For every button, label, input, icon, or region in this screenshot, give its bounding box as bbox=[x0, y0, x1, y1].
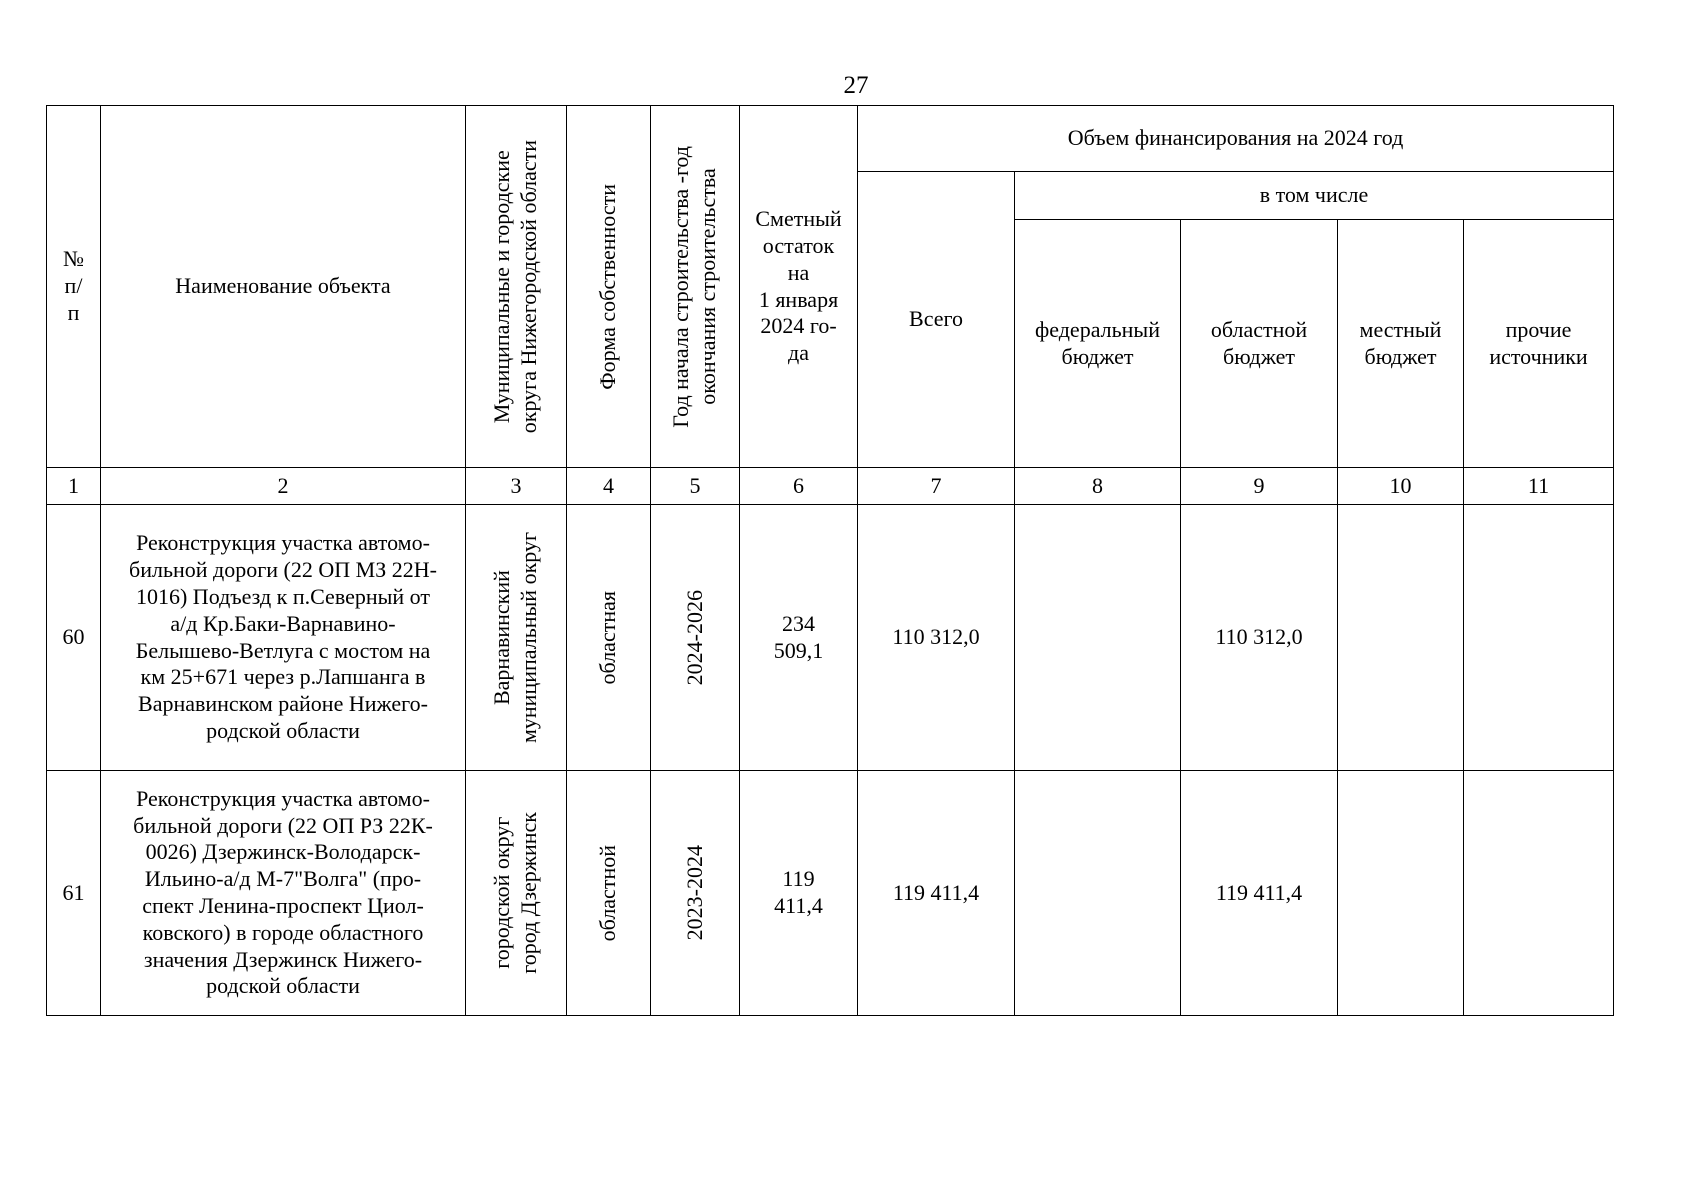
column-numbers-row bbox=[47, 468, 1614, 505]
column-number: 6 bbox=[740, 468, 858, 505]
local-amount bbox=[1338, 771, 1464, 1016]
row-number: 61 bbox=[47, 771, 101, 1016]
other-amount bbox=[1464, 771, 1614, 1016]
object-name: Реконструкция участка автомо- бильной дороги (22 ОП МЗ 22Н- 1016) Подъезд к п.Северный от а/д Кр.Баки-Варнавино- Белышево-Ветлуга с мостом на км 25+671 через р.Лапшанга в Варнавинском районе Нижего- родской области bbox=[101, 505, 466, 771]
header-regional: областной бюджет bbox=[1181, 220, 1338, 468]
table-row bbox=[47, 771, 1614, 1016]
header-number: № п/ п bbox=[47, 106, 101, 468]
header-local: местный бюджет bbox=[1338, 220, 1464, 468]
remainder: 234 509,1 bbox=[740, 505, 858, 771]
years: 2023-2024 bbox=[681, 845, 707, 941]
years: 2024-2026 bbox=[681, 589, 707, 686]
local-amount bbox=[1338, 505, 1464, 771]
federal-amount bbox=[1015, 771, 1181, 1016]
header-federal: федеральный бюджет bbox=[1015, 220, 1181, 468]
object-name: Реконструкция участка автомо- бильной дороги (22 ОП РЗ 22К- 0026) Дзержинск-Володарск- Ильино-а/д М-7"Волга" (про- спект Ленина-проспект Циол- ковского) в городе областного значения Дзержинск Нижего- родской области bbox=[101, 771, 466, 1016]
column-number: 8 bbox=[1015, 468, 1181, 505]
district-cell bbox=[466, 771, 567, 1016]
header-remainder: Сметный остаток на 1 января 2024 го- да bbox=[740, 106, 858, 468]
page-number: 27 bbox=[843, 72, 869, 99]
header-district-label: Муниципальные и городские округа Нижегородской области bbox=[489, 139, 541, 434]
regional-amount: 110 312,0 bbox=[1181, 505, 1338, 771]
years-cell bbox=[651, 771, 740, 1016]
header-years-label: Год начала строительства -год окончания строительства bbox=[668, 145, 720, 428]
remainder: 119 411,4 bbox=[740, 771, 858, 1016]
header-ownership bbox=[567, 106, 651, 468]
column-number: 11 bbox=[1464, 468, 1614, 505]
column-number: 7 bbox=[858, 468, 1015, 505]
district-cell bbox=[466, 505, 567, 771]
header-other: прочие источники bbox=[1464, 220, 1614, 468]
ownership-cell bbox=[567, 771, 651, 1016]
column-number: 2 bbox=[101, 468, 466, 505]
header-including: в том числе bbox=[1015, 172, 1614, 220]
header-years bbox=[651, 106, 740, 468]
header-object-name: Наименование объекта bbox=[101, 106, 466, 468]
header-total: Всего bbox=[858, 172, 1015, 468]
district: Варнавинский муниципальный округ bbox=[489, 531, 541, 743]
ownership-cell bbox=[567, 505, 651, 771]
total-amount: 119 411,4 bbox=[858, 771, 1015, 1016]
column-number: 1 bbox=[47, 468, 101, 505]
district: городской округ город Дзержинск bbox=[489, 812, 541, 974]
table-row bbox=[47, 505, 1614, 771]
federal-amount bbox=[1015, 505, 1181, 771]
total-amount: 110 312,0 bbox=[858, 505, 1015, 771]
header-financing: Объем финансирования на 2024 год bbox=[858, 106, 1614, 172]
column-number: 9 bbox=[1181, 468, 1338, 505]
ownership: областной bbox=[595, 844, 621, 942]
header-ownership-label: Форма собственности bbox=[595, 183, 621, 390]
other-amount bbox=[1464, 505, 1614, 771]
column-number: 4 bbox=[567, 468, 651, 505]
regional-amount: 119 411,4 bbox=[1181, 771, 1338, 1016]
column-number: 10 bbox=[1338, 468, 1464, 505]
years-cell bbox=[651, 505, 740, 771]
column-number: 5 bbox=[651, 468, 740, 505]
ownership: областная bbox=[595, 590, 621, 685]
financing-table bbox=[46, 105, 1614, 1016]
column-number: 3 bbox=[466, 468, 567, 505]
header-district bbox=[466, 106, 567, 468]
row-number: 60 bbox=[47, 505, 101, 771]
